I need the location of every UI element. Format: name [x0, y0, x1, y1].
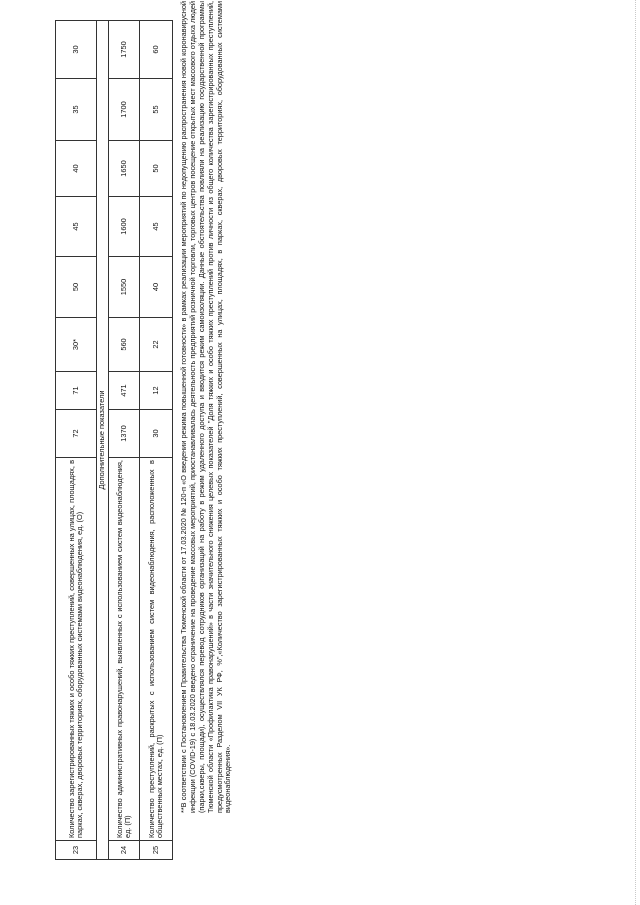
value-cell: 22 [140, 318, 173, 372]
section-header-row [97, 21, 109, 860]
value-cell: 45 [56, 197, 97, 257]
value-cell: 40 [56, 141, 97, 197]
indicators-table [55, 20, 173, 860]
value-cell: 40 [140, 257, 173, 318]
row-number: 23 [56, 841, 97, 860]
value-cell: 30 [56, 21, 97, 79]
value-cell: 55 [140, 79, 173, 141]
table-row [109, 21, 140, 860]
value-cell: 560 [109, 318, 140, 372]
row-number: 25 [140, 841, 173, 860]
value-cell: 30* [56, 318, 97, 372]
value-cell: 1550 [109, 257, 140, 318]
value-cell: 60 [140, 21, 173, 79]
value-cell: 1650 [109, 141, 140, 197]
value-cell: 30 [140, 410, 173, 458]
value-cell: 50 [56, 257, 97, 318]
row-description: Количество административных правонарушений, выявленных с использованием систем видеонаблюдения, ед. (П) [109, 458, 140, 841]
value-cell: 71 [56, 372, 97, 410]
table-row [140, 21, 173, 860]
value-cell: 1750 [109, 21, 140, 79]
section-title: Дополнительные показатели [97, 21, 109, 860]
footnote: **В соответствии с Постановлением Правительства Тюменской области от 17.03.2020 № 120-п «О введении режима повышенной готовности» в рамках реализации мероприятий по недопущению распространения новой коронавирусной инфекции (COVID-19) с 18.03.2020 введено ограничение на проведение массовых мероприятий, приостанавливалась деятельность предприятий розничной торговли, торговых центров посещение открытых мест массового отдыха людей (парки,скверы, площади), осуществлялся перевод сотрудников организаций на работу в режим удаленного доступа и вводится режим самоизоляции. Данные обстоятельства повлияли на реализацию государственной программы Тюменской области «Профилактика правонарушений» в части значительного снижения целевых показателей "Доля тяжких и особо тяжких преступлений против личности из общего количества зарегистрированных преступлений, предусмотренных Разделом VII УК РФ, %",«Количество зарегистрированных тяжких и особо тяжких преступлений, совершенных на улицах, площадях, в парках, скверах, дворовых территориях, оборудованных системами видеонаблюдения». [179, 1, 233, 813]
value-cell: 471 [109, 372, 140, 410]
value-cell: 1370 [109, 410, 140, 458]
value-cell: 50 [140, 141, 173, 197]
row-description: Количество зарегистрированных тяжких и особо тяжких преступлений, совершенных на улицах, площадях, в парках, скверах, дворовых территориях, оборудованных системами видеонаблюдения, ед. (О) [56, 458, 97, 841]
value-cell: 35 [56, 79, 97, 141]
value-cell: 12 [140, 372, 173, 410]
row-description: Количество преступлений, раскрытых с использованием систем видеонаблюдения, расположенных в общественных местах, ед. (П) [140, 458, 173, 841]
value-cell: 1600 [109, 197, 140, 257]
value-cell: 1700 [109, 79, 140, 141]
value-cell: 72 [56, 410, 97, 458]
row-number: 24 [109, 841, 140, 860]
value-cell: 45 [140, 197, 173, 257]
table-row [56, 21, 97, 860]
